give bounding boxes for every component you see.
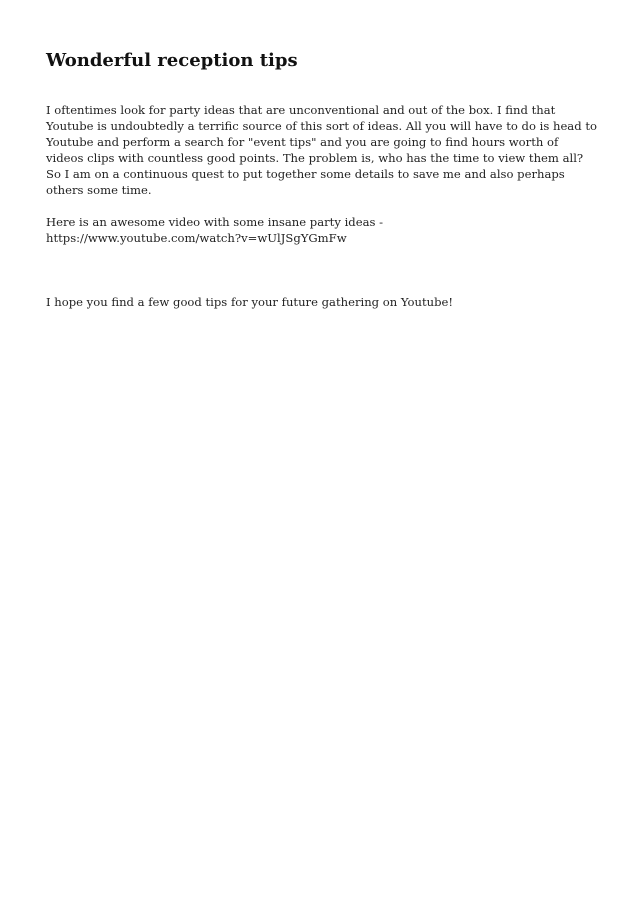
closing-paragraph: I hope you find a few good tips for your future gathering on Youtube! bbox=[46, 295, 454, 309]
video-url-text: https://www.youtube.com/watch?v=wUlJSgYGmFw bbox=[46, 231, 347, 245]
video-paragraph bbox=[46, 214, 598, 246]
page-title: Wonderful reception tips bbox=[46, 50, 298, 71]
document-body bbox=[46, 102, 598, 310]
intro-paragraph: I oftentimes look for party ideas that are unconventional and out of the box. I find that Youtube is undoubtedly a terrific source of this sort of ideas. All you will have to do is head to Youtube and perform a search for "event tips" and you are going to find hours worth of videos clips with countless good points. The problem is, who has the time to view them all? So I am on a continuous quest to put together some details to save me and also perhaps others some time. bbox=[46, 103, 597, 197]
document-page bbox=[46, 48, 598, 310]
video-lead-text: Here is an awesome video with some insane party ideas - bbox=[46, 215, 384, 229]
